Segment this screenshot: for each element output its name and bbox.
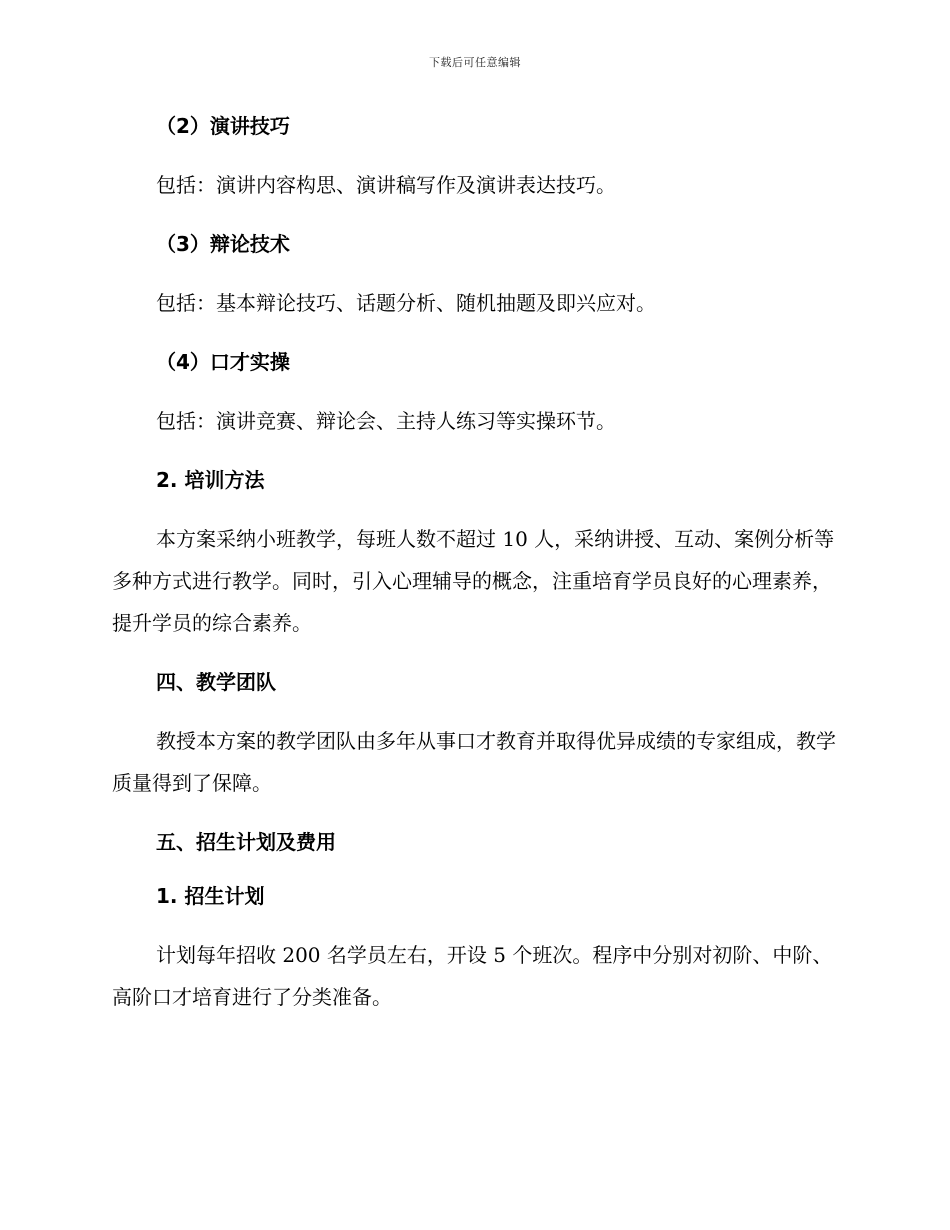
section-heading: （4）口才实操	[156, 350, 290, 374]
page-header: 下载后可任意编辑	[429, 56, 521, 69]
paragraph: 本方案采纳小班教学，每班人数不超过 10 人，采纳讲授、互动、案例分析等多种方式进行教学。同时，引入心理辅导的概念，注重培育学员良好的心理素养，提升学员的综合素养。	[112, 527, 835, 635]
paragraph: 教授本方案的教学团队由多年从事口才教育并取得优异成绩的专家组成，教学质量得到了保障。	[112, 729, 836, 795]
section-heading: （2）演讲技巧	[156, 114, 290, 138]
section-heading: 五、招生计划及费用	[156, 830, 336, 854]
paragraph: 包括：基本辩论技巧、话题分析、随机抽题及即兴应对。	[156, 291, 656, 315]
section-heading: 2. 培训方法	[156, 468, 265, 492]
section-heading: 1. 招生计划	[156, 884, 265, 908]
paragraph: 包括：演讲竞赛、辩论会、主持人练习等实操环节。	[156, 409, 616, 433]
section-heading: （3）辩论技术	[156, 232, 290, 256]
document-body	[112, 110, 842, 1018]
paragraph: 包括：演讲内容构思、演讲稿写作及演讲表达技巧。	[156, 173, 616, 197]
section-heading: 四、教学团队	[156, 670, 276, 694]
paragraph: 计划每年招收 200 名学员左右，开设 5 个班次。程序中分别对初阶、中阶、高阶口才培育进行了分类准备。	[112, 943, 833, 1009]
